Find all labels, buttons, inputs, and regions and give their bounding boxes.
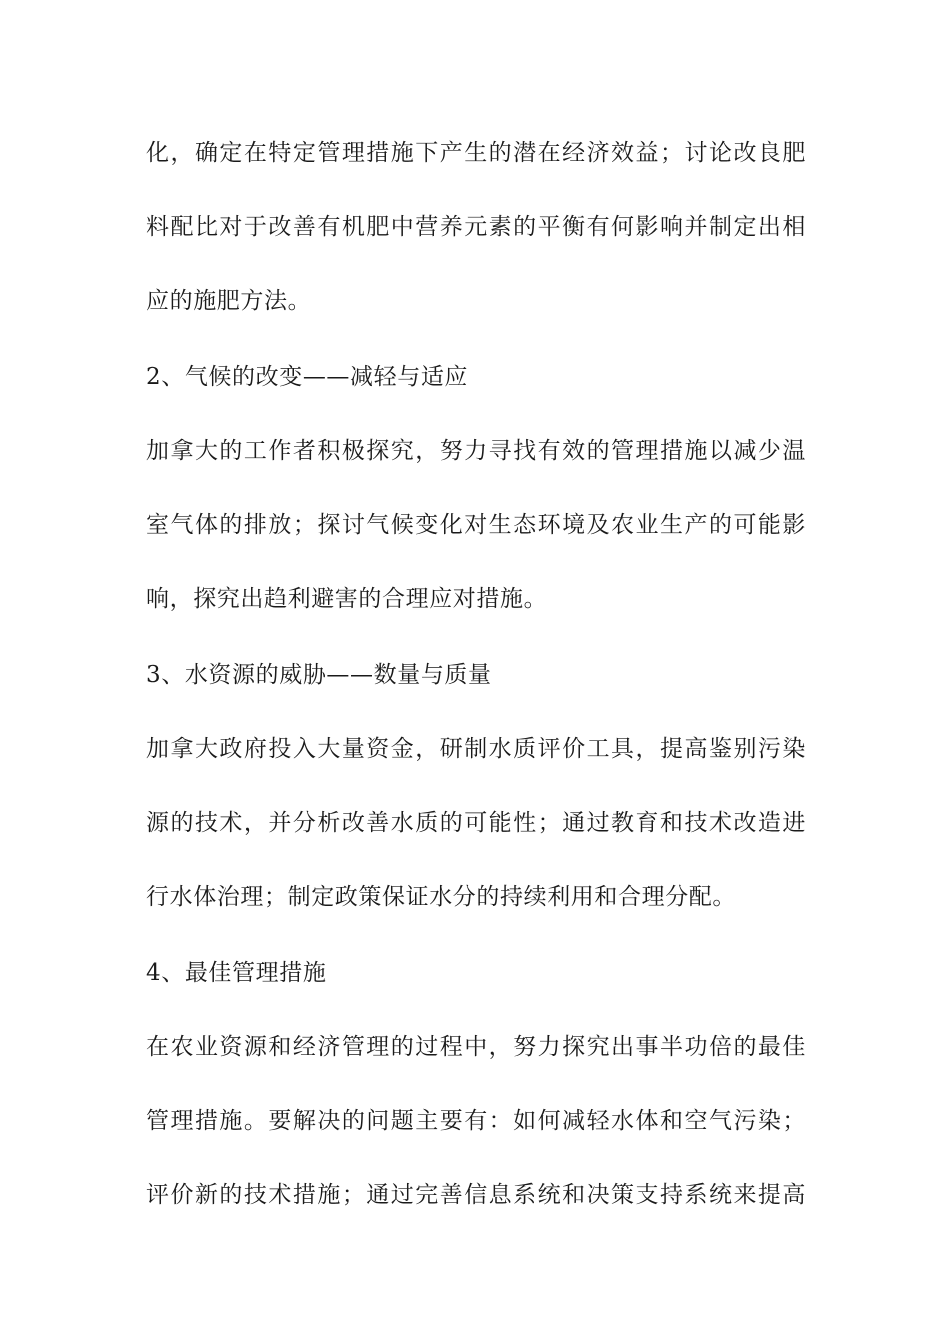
paragraph-line: 评价新的技术措施；通过完善信息系统和决策支持系统来提高 (146, 1182, 806, 1208)
paragraph-line: 加拿大政府投入大量资金，研制水质评价工具，提高鉴别污染 (146, 736, 806, 762)
section-heading: 3、水资源的威胁——数量与质量 (146, 662, 492, 688)
paragraph-line: 化，确定在特定管理措施下产生的潜在经济效益；讨论改良肥 (146, 140, 806, 166)
section-heading: 2、气候的改变——减轻与适应 (146, 364, 469, 390)
paragraph-line: 响，探究出趋利避害的合理应对措施。 (146, 586, 548, 612)
paragraph-line: 源的技术，并分析改善水质的可能性；通过教育和技术改造进 (146, 810, 806, 836)
paragraph-line: 料配比对于改善有机肥中营养元素的平衡有何影响并制定出相 (146, 214, 806, 240)
paragraph-line: 室气体的排放；探讨气候变化对生态环境及农业生产的可能影 (146, 512, 806, 538)
paragraph-line: 加拿大的工作者积极探究，努力寻找有效的管理措施以减少温 (146, 438, 806, 464)
paragraph-line: 在农业资源和经济管理的过程中，努力探究出事半功倍的最佳 (146, 1034, 806, 1060)
paragraph-line: 行水体治理；制定政策保证水分的持续利用和合理分配。 (146, 884, 736, 910)
paragraph-line: 管理措施。要解决的问题主要有：如何减轻水体和空气污染； (146, 1108, 806, 1134)
paragraph-line: 应的施肥方法。 (146, 288, 312, 314)
section-heading: 4、最佳管理措施 (146, 960, 327, 986)
